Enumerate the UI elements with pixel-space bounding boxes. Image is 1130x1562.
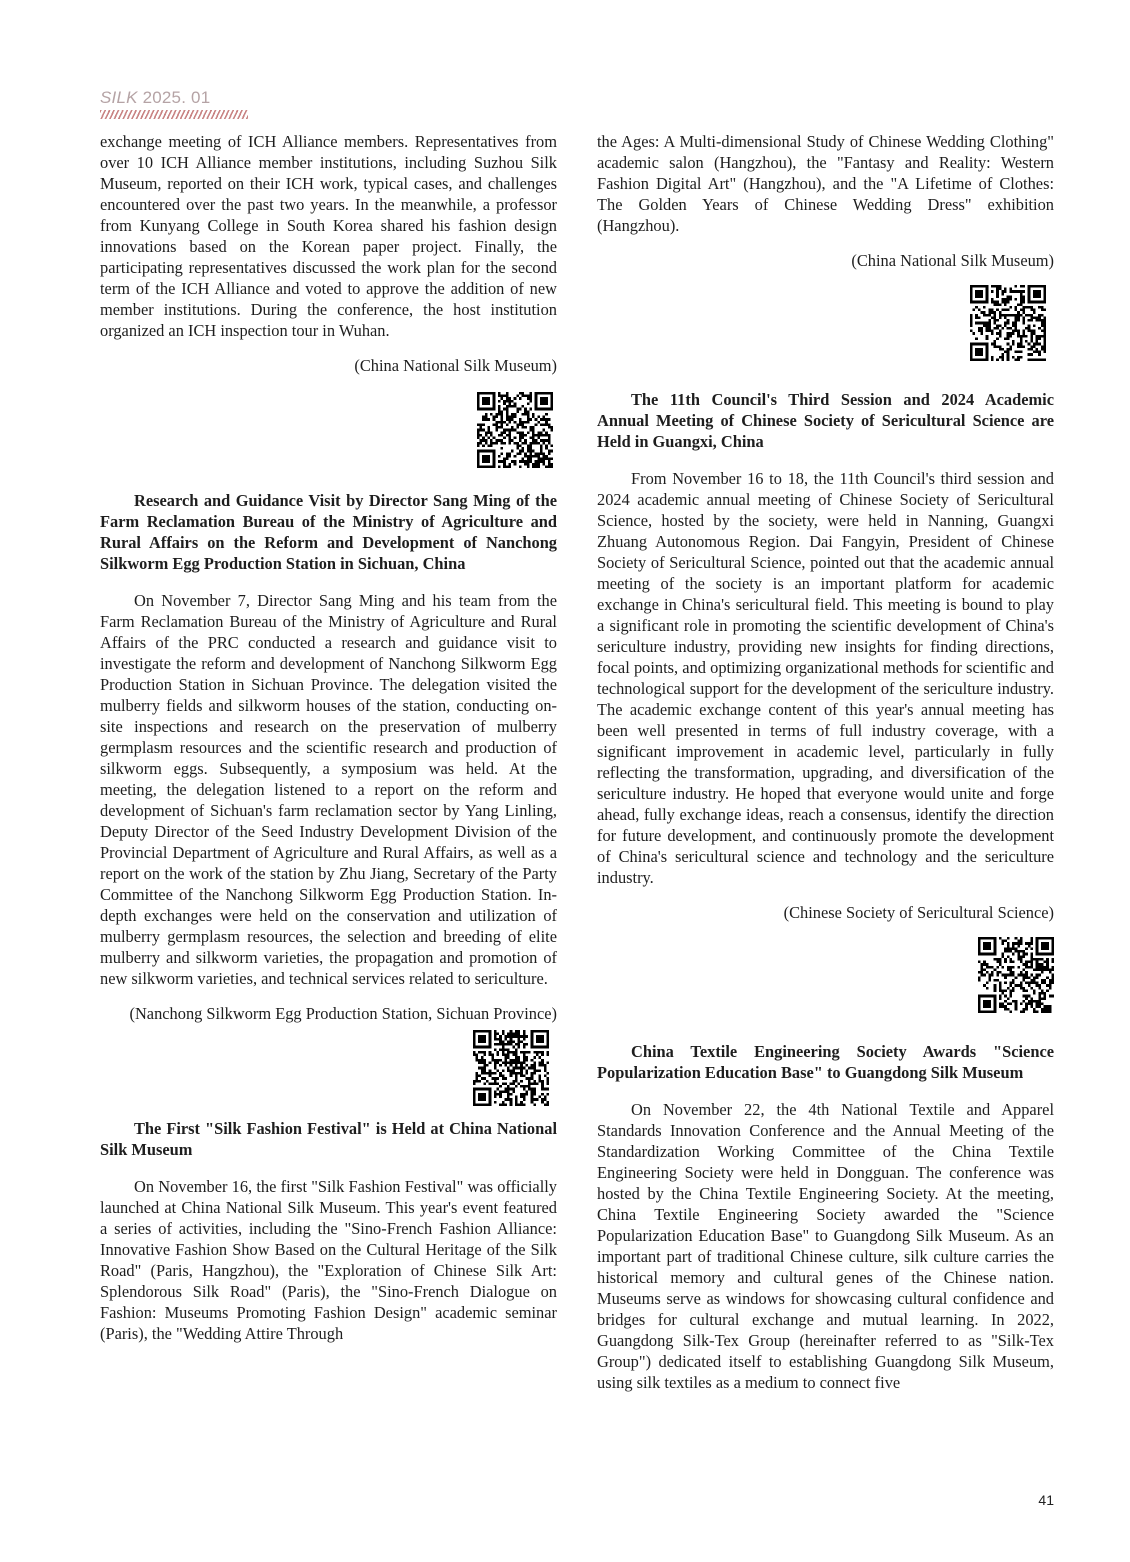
issue-number: 2025. 01 <box>142 88 211 107</box>
continuation-paragraph: the Ages: A Multi-dimensional Study of Chinese Wedding Clothing" academic salon (Hangzhou), the "Fantasy and Reality: Western Fashion Digital Art" (Hangzhou), and the "A Lifetime of Clothes: The Golden Years of Chinese Wedding Dress" exhibition (Hangzhou). <box>597 132 1054 235</box>
masthead-text <box>100 88 250 108</box>
article-body: On November 22, the 4th National Textile and Apparel Standards Innovation Conference and the Annual Meeting of the Standardization Working Committee of the China Textile Engineering Society were held in Dongguan. The conference was hosted by the China Textile Engineering Society. At the meeting, China Textile Engineering Society awarded the "Science Popularization Education Base" to Guangdong Silk Museum. As an important part of traditional Chinese culture, silk culture carries the historical memory and cultural genes of the Chinese nation. Museums serve as windows for showcasing cultural confidence and bridges for cultural exchange and mutual learning. In 2022, Guangdong Silk-Tex Group (hereinafter referred to as "Silk-Tex Group") dedicated itself to establishing Guangdong Silk Museum, using silk textiles as a medium to connect five <box>597 1100 1054 1392</box>
qr-code-icon <box>473 1030 549 1106</box>
qr-code-3-wrap <box>597 285 1054 361</box>
magazine-name: SILK <box>100 88 138 107</box>
page-number: 41 <box>1038 1492 1054 1508</box>
article-credit: (Chinese Society of Sericultural Science) <box>783 903 1054 922</box>
article-title: China Textile Engineering Society Awards "Science Popularization Education Base" to Guangdong Silk Museum <box>597 1042 1054 1082</box>
right-column <box>597 131 1054 1393</box>
qr-code-1-wrap <box>100 392 557 468</box>
article-title: The 11th Council's Third Session and 2024 Academic Annual Meeting of Chinese Society of Sericultural Science are Held in Guangxi, China <box>597 390 1054 451</box>
article-body: On November 16, the first "Silk Fashion Festival" was officially launched at China National Silk Museum. This year's event featured a series of activities, including the "Sino-French Fashion Alliance: Innovative Fashion Show Based on the Cultural Heritage of the Silk Road" (Paris, Hangzhou), the "Exploration of Chinese Silk Art: Splendorous Silk Road" (Paris), the "Sino-French Dialogue on Fashion: Museums Promoting Fashion Design" academic seminar (Paris), the "Wedding Attire Through <box>100 1177 557 1343</box>
continuation-credit: (China National Silk Museum) <box>851 251 1054 270</box>
masthead-stripe-decoration <box>100 110 248 119</box>
article-credit: (Nanchong Silkworm Egg Production Station, Sichuan Province) <box>129 1004 557 1023</box>
article-body: On November 7, Director Sang Ming and his team from the Farm Reclamation Bureau of the Ministry of Agriculture and Rural Affairs of the PRC conducted a research and guidance visit to investigate the reform and development of Nanchong Silkworm Egg Production Station in Sichuan Province. The delegation visited the mulberry fields and silkworm houses of the station, conducting on-site inspections and research on the preservation of mulberry germplasm resources and the scientific research and production of silkworm eggs. Subsequently, a symposium was held. At the meeting, the delegation listened to a report on the reform and development of Sichuan's farm reclamation sector by Yang Linling, Deputy Director of the Seed Industry Development Division of the Provincial Department of Agriculture and Rural Affairs, as well as a report on the work of the station by Zhu Jiang, Secretary of the Party Committee of the Nanchong Silkworm Egg Production Station. In-depth exchanges were held on the conservation and utilization of mulberry germplasm resources, the selection and breeding of elite mulberry and silkworm varieties, the propagation and promotion of new silkworm varieties, and technical services related to sericulture. <box>100 591 557 988</box>
left-column <box>100 131 557 1344</box>
qr-code-4-wrap <box>597 937 1054 1013</box>
qr-code-2-wrap <box>100 1030 557 1106</box>
qr-code-icon <box>477 392 553 468</box>
masthead <box>100 88 250 128</box>
qr-code-icon <box>978 937 1054 1013</box>
article-title: The First "Silk Fashion Festival" is Held at China National Silk Museum <box>100 1119 557 1159</box>
article-body: From November 16 to 18, the 11th Council's third session and 2024 academic annual meeting of Chinese Society of Sericultural Science, hosted by the society, were held in Nanning, Guangxi Zhuang Autonomous Region. Dai Fangyin, President of Chinese Society of Sericultural Science, pointed out that the academic annual meeting of the society is an important platform for academic exchange in China's sericultural field. This meeting is bound to play a significant role in promoting the scientific development of China's sericulture industry, providing new insights for finding directions, focal points, and optimizing organizational methods for scientific and technological support for the development of the sericulture industry. The academic exchange content of this year's annual meeting has been well presented in terms of full industry coverage, with a significant improvement in academic level, particularly in fully reflecting the transformation, upgrading, and diversification of the sericulture industry. He hoped that everyone would unite and forge ahead, fully exchange ideas, reach a consensus, identify the direction for future development, and continuously promote the development of China's sericultural science and technology and the sericulture industry. <box>597 469 1054 887</box>
article-title: Research and Guidance Visit by Director Sang Ming of the Farm Reclamation Bureau of the Ministry of Agriculture and Rural Affairs on the Reform and Development of Nanchong Silkworm Egg Production Station in Sichuan, China <box>100 491 557 573</box>
intro-paragraph: exchange meeting of ICH Alliance members. Representatives from over 10 ICH Alliance member institutions, including Suzhou Silk Museum, reported on their ICH work, typical cases, and challenges encountered over the past two years. In the meanwhile, a professor from Kunyang College in South Korea shared his fashion design innovations based on the Korean paper project. Finally, the participating representatives discussed the work plan for the second term of the ICH Alliance and voted to approve the addition of new member institutions. During the conference, the host institution organized an ICH inspection tour in Wuhan. <box>100 132 557 340</box>
intro-credit: (China National Silk Museum) <box>354 356 557 375</box>
qr-code-icon <box>970 285 1046 361</box>
